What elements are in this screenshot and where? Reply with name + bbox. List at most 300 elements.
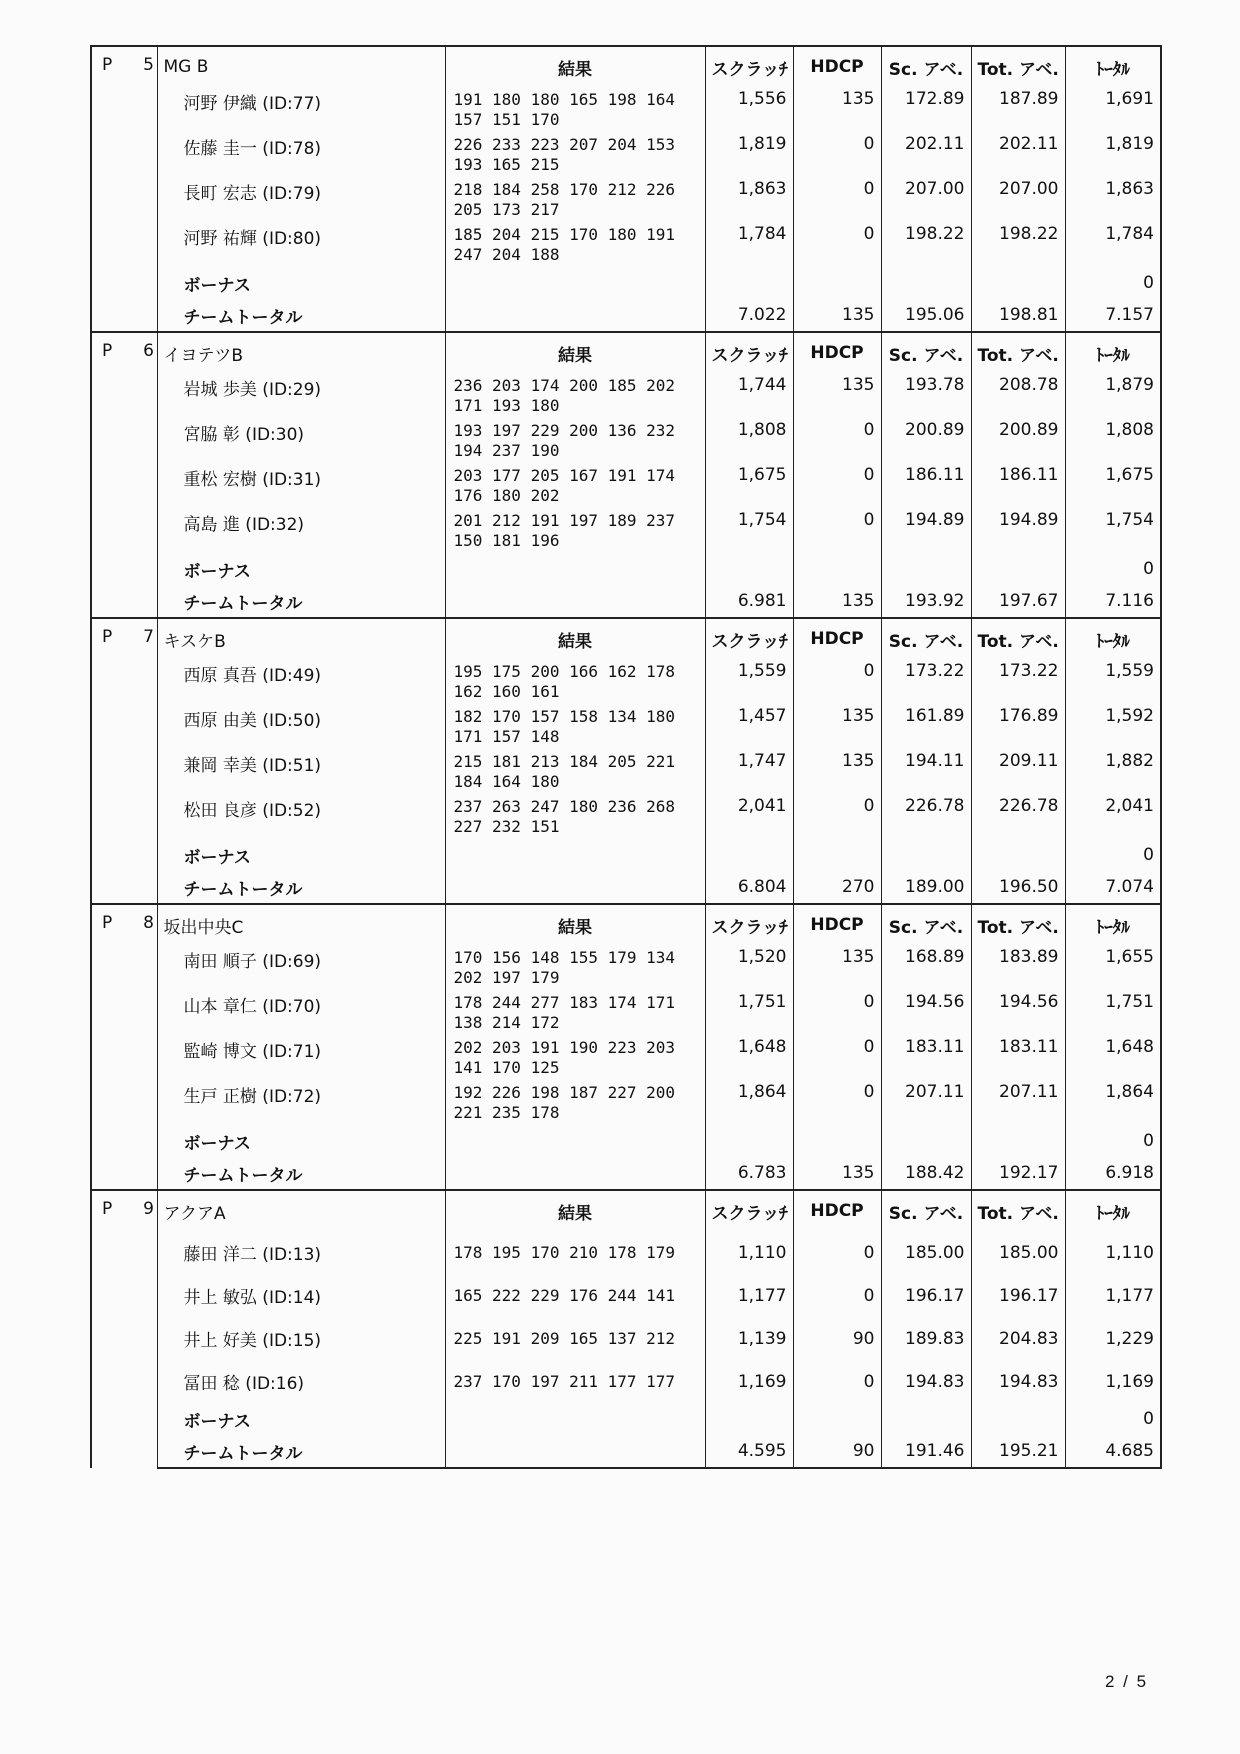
tot-avg-value: 207.11 [971, 1080, 1065, 1125]
tot-avg-header: Tot. アベ. [971, 332, 1065, 373]
team-total-label: チームトータル [157, 585, 445, 618]
scratch-header: スクラッﾁ [705, 1190, 793, 1231]
player-name: 西原 真吾 (ID:49) [157, 659, 445, 704]
results-header: 結果 [445, 46, 705, 87]
team-tot-avg: 197.67 [971, 585, 1065, 618]
sc-avg-value: 185.00 [881, 1231, 971, 1274]
bonus-tot-avg [971, 839, 1065, 871]
position-number: 8 [143, 913, 154, 933]
bonus-tot-avg [971, 267, 1065, 299]
game-scores [445, 373, 705, 418]
bonus-scores [445, 267, 705, 299]
bonus-row [91, 553, 1161, 585]
bonus-sc-avg [881, 1403, 971, 1435]
sc-avg-value: 168.89 [881, 945, 971, 990]
player-row [91, 1317, 1161, 1360]
scores-line-1: 185 204 215 170 180 191 [453, 224, 676, 244]
total-value: 1,808 [1065, 418, 1161, 463]
player-row [91, 87, 1161, 132]
position-prefix: P [102, 627, 113, 647]
game-scores [445, 945, 705, 990]
player-row [91, 508, 1161, 553]
hdcp-header: HDCP [793, 1190, 881, 1231]
team-total-scores [445, 1435, 705, 1468]
team-header-row [91, 46, 1161, 87]
player-row [91, 1360, 1161, 1403]
tot-avg-value: 186.11 [971, 463, 1065, 508]
hdcp-value: 135 [793, 945, 881, 990]
team-tot-avg: 195.21 [971, 1435, 1065, 1468]
hdcp-value: 90 [793, 1317, 881, 1360]
bonus-label: ボーナス [157, 1125, 445, 1157]
tot-avg-value: 198.22 [971, 222, 1065, 267]
sc-avg-value: 194.89 [881, 508, 971, 553]
bonus-total: 0 [1065, 553, 1161, 585]
scores-line-1: 226 233 223 207 204 153 [453, 134, 676, 154]
results-header: 結果 [445, 1190, 705, 1231]
tot-avg-value: 194.89 [971, 508, 1065, 553]
game-scores [445, 1317, 705, 1360]
team-tot-avg: 196.50 [971, 871, 1065, 904]
position-number: 9 [143, 1199, 154, 1219]
total-value: 1,110 [1065, 1231, 1161, 1274]
player-row [91, 704, 1161, 749]
scores-line-2: 162 160 161 [453, 681, 560, 701]
player-name: 河野 祐輝 (ID:80) [157, 222, 445, 267]
scores-line-1: 182 170 157 158 134 180 [453, 706, 676, 726]
scratch-header: スクラッﾁ [705, 904, 793, 945]
tot-avg-value: 202.11 [971, 132, 1065, 177]
hdcp-value: 0 [793, 794, 881, 839]
hdcp-value: 0 [793, 1274, 881, 1317]
game-scores [445, 1035, 705, 1080]
player-name: 佐藤 圭一 (ID:78) [157, 132, 445, 177]
hdcp-value: 0 [793, 1231, 881, 1274]
team-name: アクアA [157, 1190, 445, 1231]
sc-avg-value: 193.78 [881, 373, 971, 418]
bonus-scratch [705, 1403, 793, 1435]
scores-line-1: 193 197 229 200 136 232 [453, 420, 676, 440]
sc-avg-value: 207.11 [881, 1080, 971, 1125]
scratch-value: 1,754 [705, 508, 793, 553]
scores-line-1: 178 244 277 183 174 171 [453, 992, 676, 1012]
bonus-scores [445, 553, 705, 585]
scores-line-2: 193 165 215 [453, 154, 560, 174]
game-scores [445, 177, 705, 222]
total-header: ﾄｰﾀﾙ [1065, 904, 1161, 945]
sc-avg-value: 161.89 [881, 704, 971, 749]
scratch-header: スクラッﾁ [705, 46, 793, 87]
scratch-value: 1,648 [705, 1035, 793, 1080]
scores-line-2: 138 214 172 [453, 1012, 560, 1032]
scratch-value: 1,177 [705, 1274, 793, 1317]
player-name: 南田 順子 (ID:69) [157, 945, 445, 990]
total-value: 1,169 [1065, 1360, 1161, 1403]
scores-line-1: 201 212 191 197 189 237 [453, 510, 676, 530]
sc-avg-value: 207.00 [881, 177, 971, 222]
scratch-value: 1,863 [705, 177, 793, 222]
game-scores [445, 1231, 705, 1274]
bonus-hdcp [793, 553, 881, 585]
hdcp-value: 0 [793, 132, 881, 177]
team-total-label: チームトータル [157, 871, 445, 904]
player-row [91, 659, 1161, 704]
game-scores [445, 794, 705, 839]
total-header: ﾄｰﾀﾙ [1065, 1190, 1161, 1231]
results-header: 結果 [445, 904, 705, 945]
tot-avg-value: 208.78 [971, 373, 1065, 418]
scratch-value: 1,675 [705, 463, 793, 508]
results-header: 結果 [445, 332, 705, 373]
bonus-row [91, 267, 1161, 299]
hdcp-header: HDCP [793, 904, 881, 945]
team-hdcp: 135 [793, 585, 881, 618]
team-total-scores [445, 871, 705, 904]
player-name: 兼岡 幸美 (ID:51) [157, 749, 445, 794]
bonus-scratch [705, 839, 793, 871]
player-row [91, 1274, 1161, 1317]
bonus-sc-avg [881, 553, 971, 585]
team-name: 坂出中央C [157, 904, 445, 945]
scores-line-2: 184 164 180 [453, 771, 560, 791]
player-row [91, 749, 1161, 794]
bonus-hdcp [793, 839, 881, 871]
player-name: 山本 章仁 (ID:70) [157, 990, 445, 1035]
team-hdcp: 270 [793, 871, 881, 904]
team-total-row [91, 1435, 1161, 1468]
team-total-scores [445, 1157, 705, 1190]
position-number: 5 [143, 55, 154, 75]
game-scores [445, 990, 705, 1035]
tot-avg-value: 207.00 [971, 177, 1065, 222]
scores-line-2: 171 157 148 [453, 726, 560, 746]
scores-line-1: 178 195 170 210 178 179 [453, 1242, 676, 1262]
player-name: 河野 伊織 (ID:77) [157, 87, 445, 132]
team-position [91, 1190, 157, 1468]
bonus-total: 0 [1065, 1125, 1161, 1157]
total-value: 2,041 [1065, 794, 1161, 839]
game-scores [445, 704, 705, 749]
scores-line-2: 176 180 202 [453, 485, 560, 505]
tot-avg-value: 226.78 [971, 794, 1065, 839]
bonus-tot-avg [971, 1125, 1065, 1157]
total-value: 1,691 [1065, 87, 1161, 132]
team-total: 7.157 [1065, 299, 1161, 332]
sc-avg-header: Sc. アベ. [881, 618, 971, 659]
sc-avg-header: Sc. アベ. [881, 46, 971, 87]
total-value: 1,864 [1065, 1080, 1161, 1125]
bonus-sc-avg [881, 839, 971, 871]
hdcp-value: 0 [793, 508, 881, 553]
team-scratch: 6.804 [705, 871, 793, 904]
results-header: 結果 [445, 618, 705, 659]
position-number: 7 [143, 627, 154, 647]
tot-avg-value: 196.17 [971, 1274, 1065, 1317]
scores-line-1: 192 226 198 187 227 200 [453, 1082, 676, 1102]
hdcp-value: 0 [793, 463, 881, 508]
bonus-total: 0 [1065, 839, 1161, 871]
game-scores [445, 132, 705, 177]
player-name: 井上 敏弘 (ID:14) [157, 1274, 445, 1317]
hdcp-value: 0 [793, 659, 881, 704]
team-scratch: 6.783 [705, 1157, 793, 1190]
scratch-header: スクラッﾁ [705, 618, 793, 659]
position-prefix: P [102, 341, 113, 361]
sc-avg-value: 196.17 [881, 1274, 971, 1317]
player-name: 松田 良彦 (ID:52) [157, 794, 445, 839]
team-total-label: チームトータル [157, 299, 445, 332]
total-value: 1,229 [1065, 1317, 1161, 1360]
player-name: 藤田 洋二 (ID:13) [157, 1231, 445, 1274]
bonus-scratch [705, 267, 793, 299]
scores-line-1: 218 184 258 170 212 226 [453, 179, 676, 199]
bonus-total: 0 [1065, 1403, 1161, 1435]
scores-line-2: 202 197 179 [453, 967, 560, 987]
team-hdcp: 135 [793, 1157, 881, 1190]
player-name: 井上 好美 (ID:15) [157, 1317, 445, 1360]
player-name: 重松 宏樹 (ID:31) [157, 463, 445, 508]
sc-avg-value: 226.78 [881, 794, 971, 839]
total-value: 1,592 [1065, 704, 1161, 749]
team-position [91, 46, 157, 332]
team-name: イヨテツB [157, 332, 445, 373]
total-value: 1,784 [1065, 222, 1161, 267]
team-header-row [91, 332, 1161, 373]
bonus-row [91, 839, 1161, 871]
scores-line-1: 237 263 247 180 236 268 [453, 796, 676, 816]
game-scores [445, 1274, 705, 1317]
scores-line-1: 165 222 229 176 244 141 [453, 1285, 676, 1305]
sc-avg-value: 183.11 [881, 1035, 971, 1080]
player-name: 生戸 正樹 (ID:72) [157, 1080, 445, 1125]
player-row [91, 177, 1161, 222]
results-sheet [90, 45, 1160, 1469]
scratch-value: 1,808 [705, 418, 793, 463]
sc-avg-value: 172.89 [881, 87, 971, 132]
scratch-value: 1,864 [705, 1080, 793, 1125]
scores-line-2: 150 181 196 [453, 530, 560, 550]
team-sc-avg: 191.46 [881, 1435, 971, 1468]
player-name: 長町 宏志 (ID:79) [157, 177, 445, 222]
scratch-value: 1,556 [705, 87, 793, 132]
bonus-label: ボーナス [157, 839, 445, 871]
scratch-value: 2,041 [705, 794, 793, 839]
bonus-tot-avg [971, 1403, 1065, 1435]
table-body [91, 46, 1161, 1468]
scores-line-1: 225 191 209 165 137 212 [453, 1328, 676, 1348]
bonus-tot-avg [971, 553, 1065, 585]
total-value: 1,177 [1065, 1274, 1161, 1317]
page-number: 2 / 5 [1105, 1672, 1149, 1691]
total-value: 1,819 [1065, 132, 1161, 177]
position-number: 6 [143, 341, 154, 361]
team-total-scores [445, 585, 705, 618]
scratch-value: 1,110 [705, 1231, 793, 1274]
team-total-row [91, 585, 1161, 618]
tot-avg-value: 185.00 [971, 1231, 1065, 1274]
bonus-label: ボーナス [157, 1403, 445, 1435]
bonus-label: ボーナス [157, 553, 445, 585]
tot-avg-header: Tot. アベ. [971, 618, 1065, 659]
total-value: 1,655 [1065, 945, 1161, 990]
team-total-label: チームトータル [157, 1157, 445, 1190]
team-sc-avg: 189.00 [881, 871, 971, 904]
total-header: ﾄｰﾀﾙ [1065, 332, 1161, 373]
game-scores [445, 463, 705, 508]
player-row [91, 945, 1161, 990]
sc-avg-value: 194.11 [881, 749, 971, 794]
team-total: 7.116 [1065, 585, 1161, 618]
player-row [91, 1080, 1161, 1125]
hdcp-value: 135 [793, 704, 881, 749]
hdcp-value: 0 [793, 418, 881, 463]
total-value: 1,559 [1065, 659, 1161, 704]
team-scratch: 4.595 [705, 1435, 793, 1468]
game-scores [445, 659, 705, 704]
team-position [91, 904, 157, 1190]
bonus-scratch [705, 553, 793, 585]
team-total-scores [445, 299, 705, 332]
scores-line-2: 247 204 188 [453, 244, 560, 264]
scores-line-2: 221 235 178 [453, 1102, 560, 1122]
position-prefix: P [102, 913, 113, 933]
sc-avg-value: 198.22 [881, 222, 971, 267]
bonus-row [91, 1125, 1161, 1157]
team-position [91, 618, 157, 904]
tot-avg-header: Tot. アベ. [971, 46, 1065, 87]
tot-avg-value: 194.83 [971, 1360, 1065, 1403]
bonus-sc-avg [881, 267, 971, 299]
scores-line-2: 157 151 170 [453, 109, 560, 129]
sc-avg-value: 173.22 [881, 659, 971, 704]
position-prefix: P [102, 55, 113, 75]
tot-avg-value: 176.89 [971, 704, 1065, 749]
total-value: 1,648 [1065, 1035, 1161, 1080]
game-scores [445, 222, 705, 267]
total-value: 1,863 [1065, 177, 1161, 222]
total-header: ﾄｰﾀﾙ [1065, 46, 1161, 87]
team-scratch: 7.022 [705, 299, 793, 332]
team-tot-avg: 192.17 [971, 1157, 1065, 1190]
total-value: 1,675 [1065, 463, 1161, 508]
scratch-value: 1,139 [705, 1317, 793, 1360]
player-row [91, 990, 1161, 1035]
sc-avg-value: 194.56 [881, 990, 971, 1035]
team-total-row [91, 1157, 1161, 1190]
team-hdcp: 90 [793, 1435, 881, 1468]
player-name: 高島 進 (ID:32) [157, 508, 445, 553]
player-row [91, 132, 1161, 177]
bonus-label: ボーナス [157, 267, 445, 299]
total-value: 1,751 [1065, 990, 1161, 1035]
scratch-value: 1,819 [705, 132, 793, 177]
scores-line-1: 215 181 213 184 205 221 [453, 751, 676, 771]
scratch-value: 1,744 [705, 373, 793, 418]
bonus-scores [445, 839, 705, 871]
sc-avg-value: 202.11 [881, 132, 971, 177]
team-name: キスケB [157, 618, 445, 659]
sc-avg-header: Sc. アベ. [881, 332, 971, 373]
team-sc-avg: 195.06 [881, 299, 971, 332]
hdcp-value: 135 [793, 749, 881, 794]
hdcp-value: 0 [793, 1035, 881, 1080]
team-position [91, 332, 157, 618]
scratch-value: 1,457 [705, 704, 793, 749]
sc-avg-value: 189.83 [881, 1317, 971, 1360]
team-tot-avg: 198.81 [971, 299, 1065, 332]
scratch-value: 1,559 [705, 659, 793, 704]
scores-line-1: 202 203 191 190 223 203 [453, 1037, 676, 1057]
sc-avg-value: 194.83 [881, 1360, 971, 1403]
hdcp-value: 0 [793, 1080, 881, 1125]
player-name: 岩城 歩美 (ID:29) [157, 373, 445, 418]
scores-line-1: 191 180 180 165 198 164 [453, 89, 676, 109]
player-row [91, 1035, 1161, 1080]
scores-line-2: 205 173 217 [453, 199, 560, 219]
sc-avg-value: 200.89 [881, 418, 971, 463]
team-sc-avg: 188.42 [881, 1157, 971, 1190]
hdcp-value: 0 [793, 177, 881, 222]
bonus-hdcp [793, 267, 881, 299]
player-row [91, 463, 1161, 508]
tot-avg-header: Tot. アベ. [971, 1190, 1065, 1231]
tot-avg-value: 194.56 [971, 990, 1065, 1035]
game-scores [445, 508, 705, 553]
team-total-row [91, 871, 1161, 904]
scores-line-2: 194 237 190 [453, 440, 560, 460]
player-row [91, 418, 1161, 463]
scores-line-2: 227 232 151 [453, 816, 560, 836]
team-header-row [91, 904, 1161, 945]
hdcp-value: 135 [793, 87, 881, 132]
bonus-sc-avg [881, 1125, 971, 1157]
team-name: MG B [157, 46, 445, 87]
player-name: 西原 由美 (ID:50) [157, 704, 445, 749]
hdcp-header: HDCP [793, 618, 881, 659]
scores-line-2: 171 193 180 [453, 395, 560, 415]
scores-line-2: 141 170 125 [453, 1057, 560, 1077]
bonus-total: 0 [1065, 267, 1161, 299]
scratch-value: 1,747 [705, 749, 793, 794]
team-total: 6.918 [1065, 1157, 1161, 1190]
sc-avg-header: Sc. アベ. [881, 1190, 971, 1231]
team-sc-avg: 193.92 [881, 585, 971, 618]
team-header-row [91, 1190, 1161, 1231]
total-value: 1,879 [1065, 373, 1161, 418]
position-prefix: P [102, 1199, 113, 1219]
sc-avg-value: 186.11 [881, 463, 971, 508]
player-name: 宮脇 彰 (ID:30) [157, 418, 445, 463]
scratch-header: スクラッﾁ [705, 332, 793, 373]
game-scores [445, 1360, 705, 1403]
hdcp-value: 0 [793, 1360, 881, 1403]
tot-avg-value: 209.11 [971, 749, 1065, 794]
scratch-value: 1,169 [705, 1360, 793, 1403]
hdcp-header: HDCP [793, 332, 881, 373]
tot-avg-value: 204.83 [971, 1317, 1065, 1360]
scratch-value: 1,751 [705, 990, 793, 1035]
scores-line-1: 170 156 148 155 179 134 [453, 947, 676, 967]
team-total-row [91, 299, 1161, 332]
scores-line-1: 237 170 197 211 177 177 [453, 1371, 676, 1391]
tot-avg-value: 187.89 [971, 87, 1065, 132]
total-header: ﾄｰﾀﾙ [1065, 618, 1161, 659]
player-row [91, 1231, 1161, 1274]
hdcp-value: 0 [793, 222, 881, 267]
game-scores [445, 418, 705, 463]
player-name: 冨田 稔 (ID:16) [157, 1360, 445, 1403]
tot-avg-value: 183.11 [971, 1035, 1065, 1080]
